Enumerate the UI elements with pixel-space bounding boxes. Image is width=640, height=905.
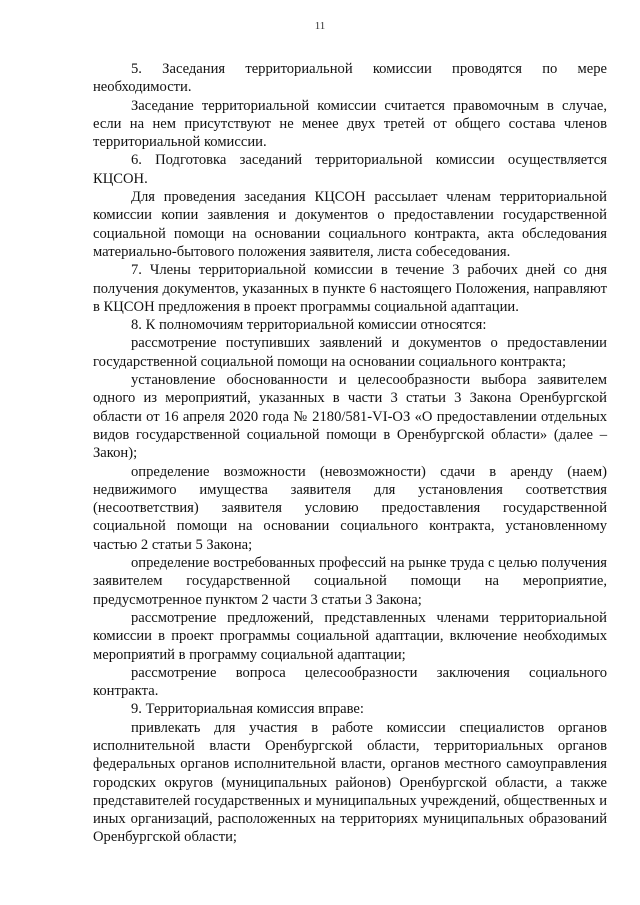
paragraph: 5. Заседания территориальной комиссии проводятся по мере необходимости. bbox=[93, 61, 607, 96]
paragraph: 8. К полномочиям территориальной комиссии относятся: bbox=[131, 317, 487, 334]
paragraph: определение востребованных профессий на рынке труда с целью получения заявителем государственной социальной помощи на мероприятие, предусмотренное пунктом 2 части 3 статьи 3 Закона; bbox=[93, 555, 607, 608]
page-number: 11 bbox=[314, 20, 326, 32]
paragraph: Для проведения заседания КЦСОН рассылает членам территориальной комиссии копии заявления и документов о предоставлении государственной социальной помощи на основании социального контракта, акта обследования материально-бытового положения заявителя, листа собеседования. bbox=[93, 189, 607, 260]
document-body bbox=[93, 60, 607, 847]
paragraph: 9. Территориальная комиссия вправе: bbox=[131, 701, 364, 718]
paragraph: 7. Члены территориальной комиссии в течение 3 рабочих дней со дня получения документов, указанных в пункте 6 настоящего Положения, направляют в КЦСОН предложения в проект программы социальной адаптации. bbox=[93, 262, 607, 315]
paragraph: привлекать для участия в работе комиссии специалистов органов исполнительной власти Оренбургской области, территориальных органов федеральных органов исполнительной власти, органов местного самоуправления городских округов (муниципальных районов) Оренбургской области, а также представителей государственных и муниципальных учреждений, общественных и иных организаций, расположенных на территориях муниципальных образований Оренбургской области; bbox=[93, 719, 607, 846]
paragraph: рассмотрение поступивших заявлений и документов о предоставлении государственной социальной помощи на основании социального контракта; bbox=[93, 335, 607, 370]
paragraph: рассмотрение предложений, представленных членами территориальной комиссии в проект программы социальной адаптации, включение необходимых мероприятий в программу социальной адаптации; bbox=[93, 609, 607, 663]
paragraph: установление обоснованности и целесообразности выбора заявителем одного из мероприятий, указанных в части 3 статьи 3 Закона Оренбургской области от 16 апреля 2020 года № 2180/581-VI-ОЗ «О предоставлении отдельных видов государственной социальной помощи в Оренбургской области» (далее – Закон); bbox=[93, 372, 607, 462]
paragraph: определение возможности (невозможности) сдачи в аренду (наем) недвижимого имущества заявителя для установления соответствия (несоответствия) заявителя условию предоставления государственной социальной помощи на основании социального контракта, установленному частью 2 статьи 5 Закона; bbox=[93, 463, 607, 553]
paragraph: рассмотрение вопроса целесообразности заключения социального контракта. bbox=[93, 664, 607, 700]
paragraph: 6. Подготовка заседаний территориальной комиссии осуществляется КЦСОН. bbox=[93, 152, 607, 187]
paragraph: Заседание территориальной комиссии считается правомочным в случае, если на нем присутствуют не менее двух третей от общего состава членов территориальной комиссии. bbox=[93, 97, 607, 151]
